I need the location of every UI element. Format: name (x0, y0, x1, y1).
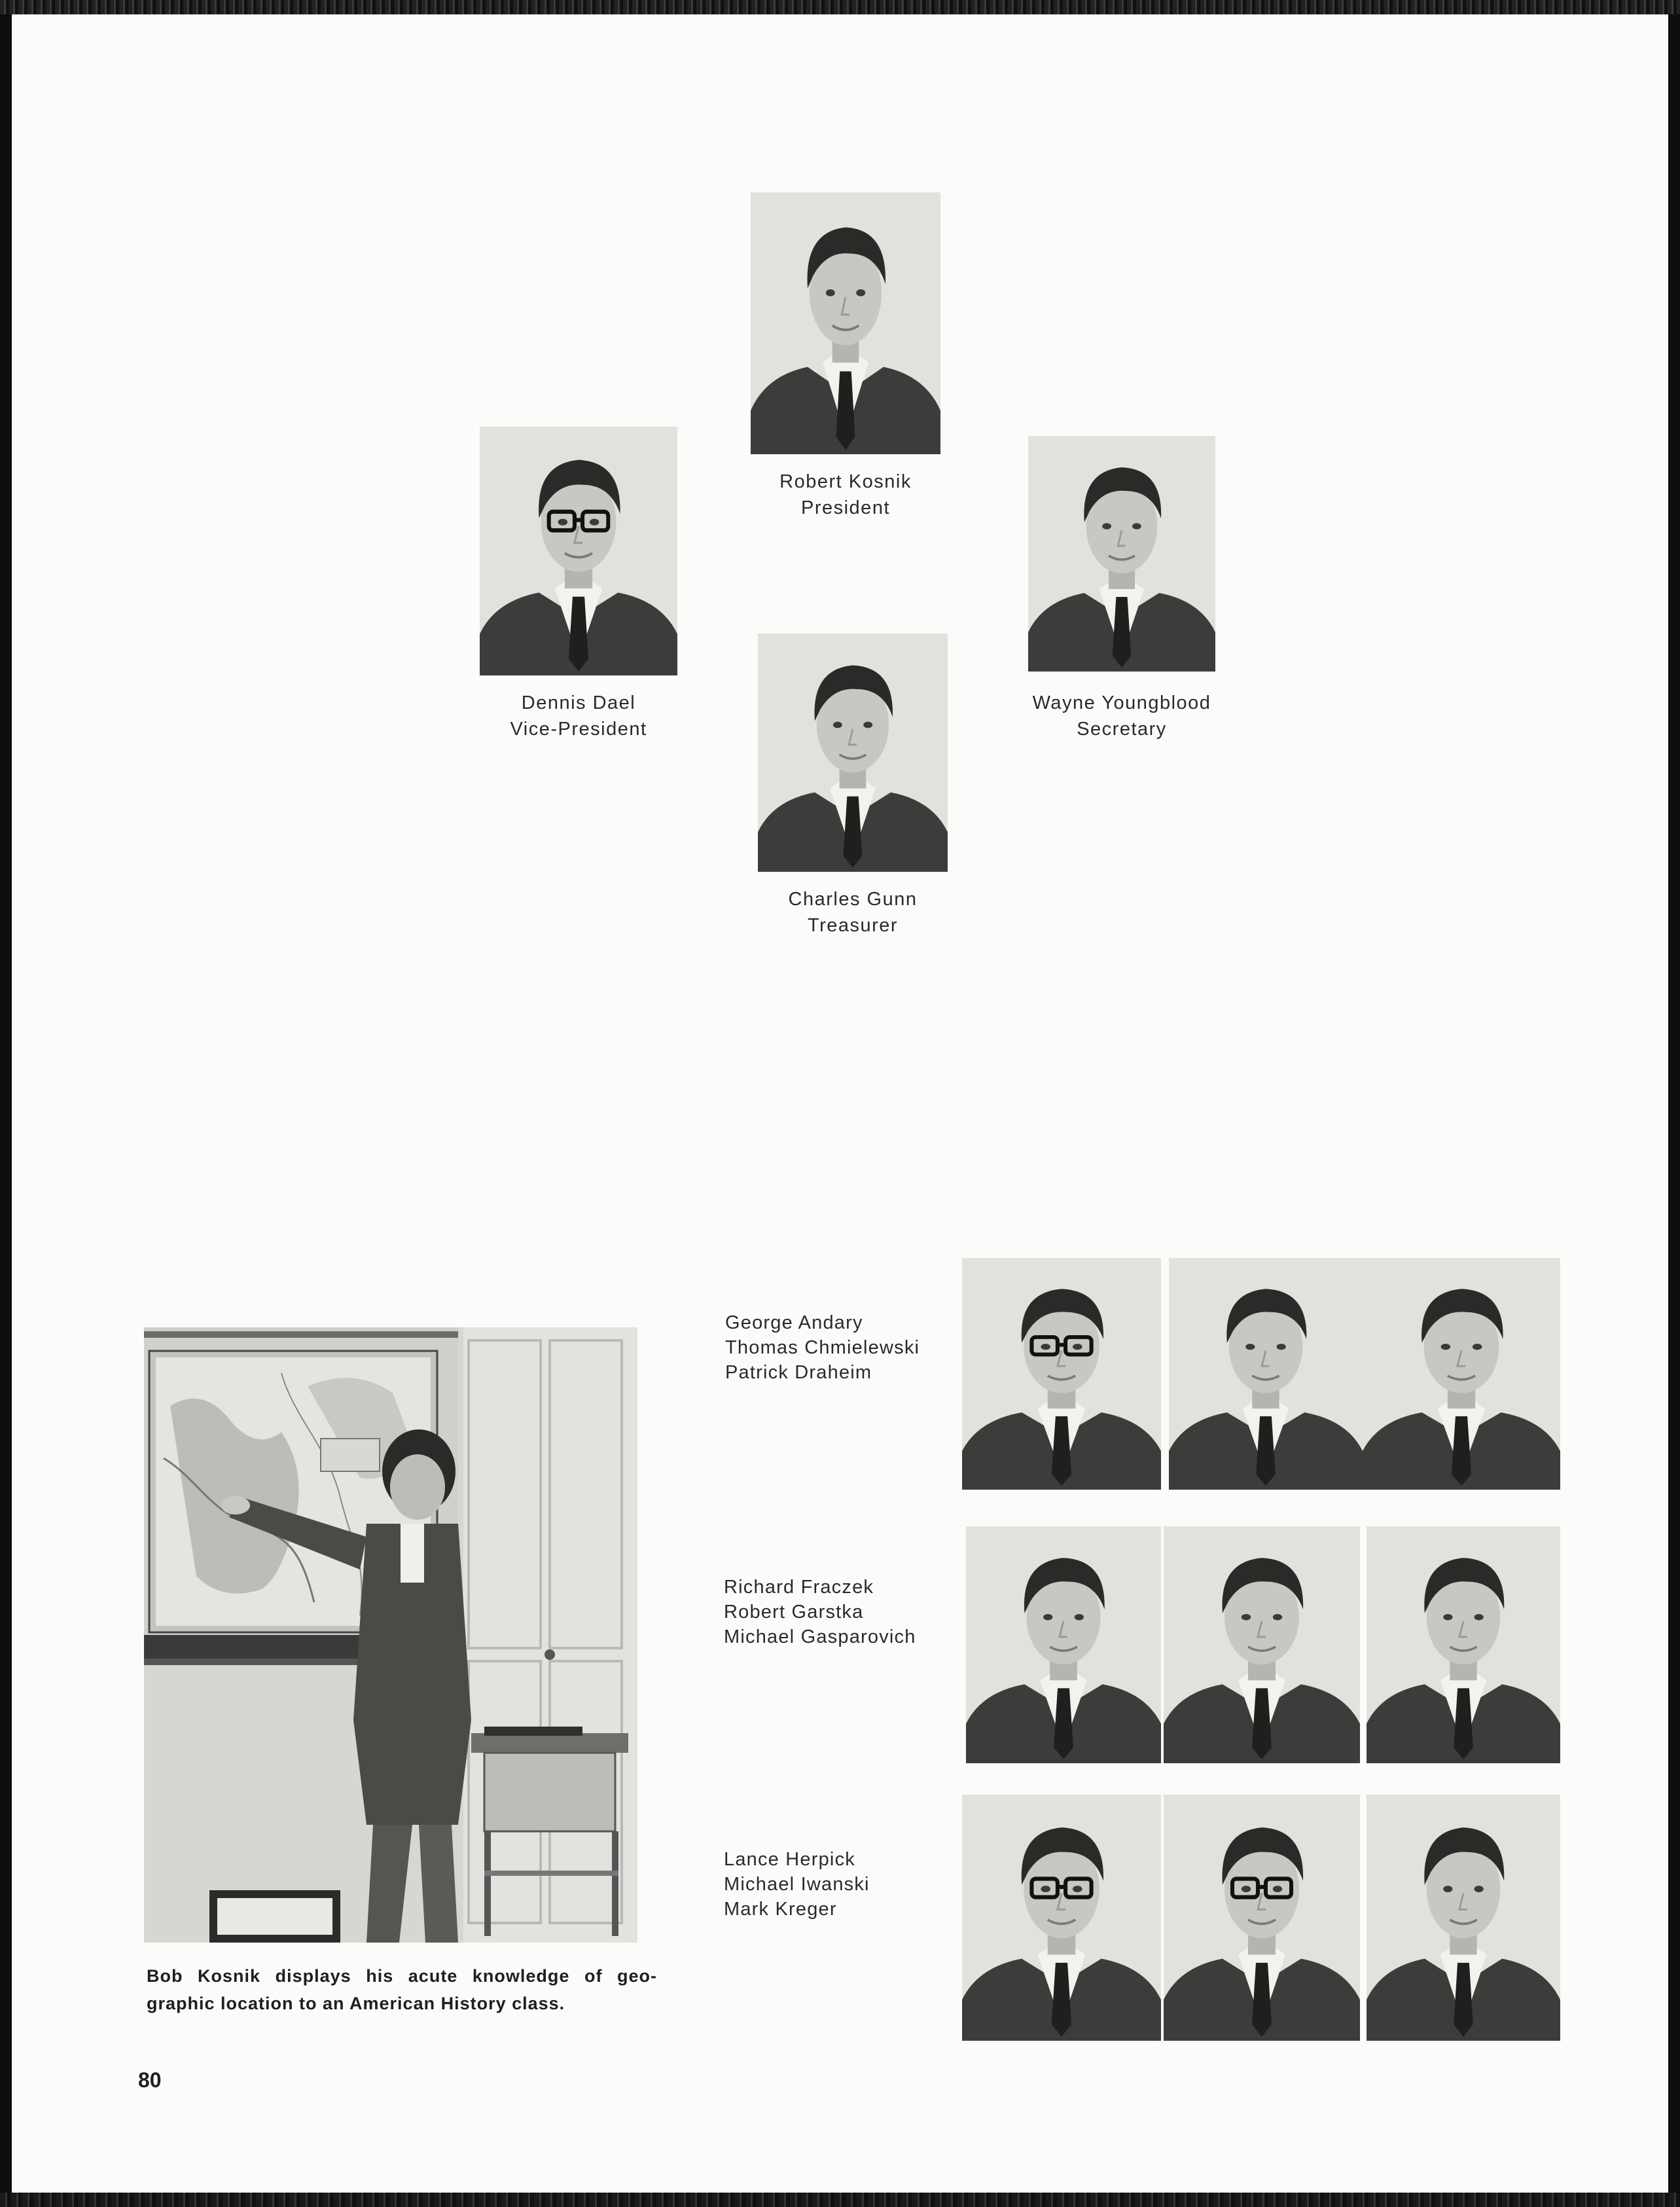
officer-role: President (800, 497, 890, 518)
officer-portrait-president (751, 192, 940, 454)
member-portrait-lance-herpick (962, 1795, 1161, 2041)
scan-border-top (0, 0, 1680, 14)
officer-portrait-vice-president (480, 427, 677, 675)
member-names-row-3 (724, 1847, 870, 1922)
portrait-illustration (1363, 1258, 1560, 1490)
officer-name: Dennis Dael (521, 692, 636, 713)
caption-line-2: graphic location to an American History class. (147, 1994, 565, 2013)
portrait-illustration (962, 1795, 1161, 2041)
member-name: George Andary (725, 1312, 863, 1333)
member-portrait-michael-gasparovich (1367, 1526, 1560, 1763)
portrait-illustration (1367, 1795, 1560, 2041)
officer-caption-president (702, 469, 990, 521)
member-name: Patrick Draheim (725, 1362, 872, 1383)
member-names-row-2 (724, 1575, 916, 1649)
caption-line-1: Bob Kosnik displays his acute knowledge of geo- (147, 1966, 657, 1986)
member-name: Michael Iwanski (724, 1874, 870, 1895)
classroom-photo-caption (147, 1962, 657, 2017)
officer-name: Wayne Youngblood (1032, 692, 1211, 713)
member-portrait-mark-kreger (1367, 1795, 1560, 2041)
member-portrait-george-andary (962, 1258, 1161, 1490)
portrait-illustration (1028, 436, 1215, 672)
officer-role: Treasurer (807, 915, 899, 936)
member-portrait-patrick-draheim (1363, 1258, 1560, 1490)
member-name: Michael Gasparovich (724, 1626, 916, 1647)
member-names-row-1 (725, 1310, 920, 1385)
member-name: Richard Fraczek (724, 1577, 874, 1598)
member-portrait-thomas-chmielewski (1169, 1258, 1363, 1490)
portrait-illustration (1164, 1795, 1360, 2041)
officer-role: Secretary (1077, 719, 1167, 740)
officer-caption-treasurer (709, 886, 997, 939)
member-portrait-michael-iwanski (1164, 1795, 1360, 2041)
classroom-illustration (144, 1327, 637, 1943)
portrait-illustration (1367, 1526, 1560, 1763)
officer-name: Charles Gunn (788, 889, 918, 910)
officer-name: Robert Kosnik (779, 471, 912, 492)
page-number: 80 (138, 2068, 162, 2092)
portrait-illustration (751, 192, 940, 454)
member-portrait-richard-fraczek (966, 1526, 1161, 1763)
portrait-illustration (1164, 1526, 1360, 1763)
member-portrait-robert-garstka (1164, 1526, 1360, 1763)
officer-portrait-secretary (1028, 436, 1215, 672)
officer-caption-secretary (978, 690, 1266, 742)
yearbook-page (12, 14, 1668, 2193)
portrait-illustration (966, 1526, 1161, 1763)
member-name: Robert Garstka (724, 1602, 864, 1623)
member-name: Thomas Chmielewski (725, 1337, 920, 1358)
officer-role: Vice-President (510, 719, 647, 740)
scan-border-bottom (0, 2193, 1680, 2207)
member-name: Lance Herpick (724, 1849, 855, 1870)
officer-caption-vice-president (441, 690, 716, 742)
portrait-illustration (1169, 1258, 1363, 1490)
portrait-illustration (758, 634, 948, 872)
officer-portrait-treasurer (758, 634, 948, 872)
classroom-photo (144, 1327, 637, 1943)
portrait-illustration (480, 427, 677, 675)
portrait-illustration (962, 1258, 1161, 1490)
member-name: Mark Kreger (724, 1899, 837, 1920)
